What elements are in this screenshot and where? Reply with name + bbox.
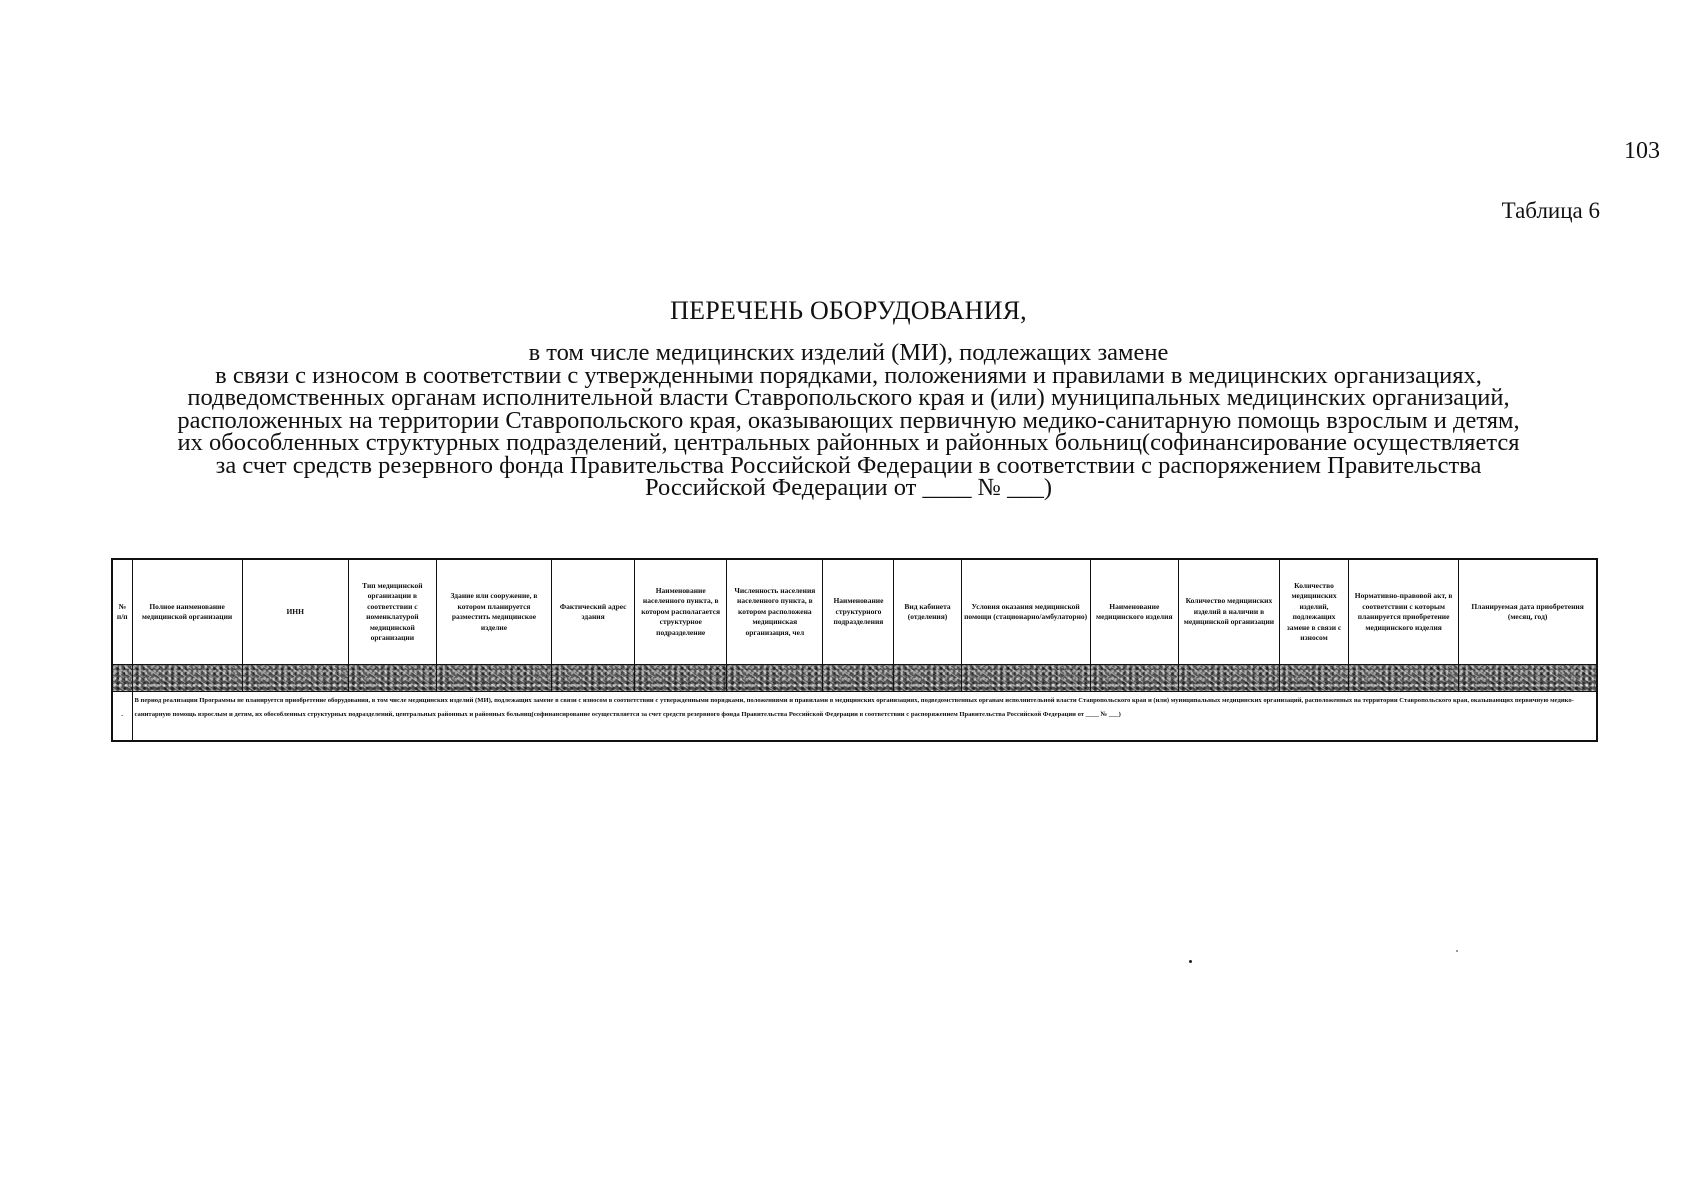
column-number-row bbox=[112, 665, 1597, 692]
column-header: Наименование медицинского изделия bbox=[1090, 559, 1178, 665]
scan-speck bbox=[1456, 950, 1458, 952]
scan-speck bbox=[1189, 960, 1192, 963]
table-header-row bbox=[112, 559, 1597, 665]
equipment-table bbox=[111, 558, 1598, 742]
table-row bbox=[112, 692, 1597, 742]
column-number-cell bbox=[727, 665, 823, 692]
column-number-cell bbox=[132, 665, 242, 692]
subtitle-line: подведомственных органам исполнительной власти Ставропольского края и (или) муниципальных медицинских организаций, bbox=[187, 384, 1510, 411]
column-number-cell bbox=[436, 665, 551, 692]
column-number-cell bbox=[552, 665, 635, 692]
column-header: Количество медицинских изделий в наличии в медицинской организации bbox=[1178, 559, 1279, 665]
column-number-cell bbox=[1279, 665, 1348, 692]
column-header: Условия оказания медицинской помощи (стационарно/амбулаторно) bbox=[961, 559, 1090, 665]
table-label: Таблица 6 bbox=[1501, 198, 1600, 223]
column-header: Нормативно-правовой акт, в соответствии с которым планируется приобретение медицинского изделия bbox=[1349, 559, 1459, 665]
note-text: В период реализации Программы не планируется приобретение оборудования, в том числе медицинских изделий (МИ), подлежащих замене в связи с износом в соответствии с утвержденными порядками, положениями и правилами в медицинских организациях, подведомственных органам исполнительной власти Ставропольского края и (или) муниципальных медицинских организаций, расположенных на территории Ставропольского края, оказывающих первичную медико-санитарную помощь взрослым и детям, их обособленных структурных подразделений, центральных районных и районных больниц(софинансирование осуществляется за счет средств резервного фонда Правительства Российской Федерации в соответствии с распоряжением Правительства Российской Федерации от ____ № ___) bbox=[132, 692, 1597, 742]
column-number-cell bbox=[1178, 665, 1279, 692]
column-number-cell bbox=[1090, 665, 1178, 692]
column-header: № п/п bbox=[112, 559, 132, 665]
column-number-cell bbox=[112, 665, 132, 692]
column-header: Фактический адрес здания bbox=[552, 559, 635, 665]
column-header: Здание или сооружение, в котором планируется разместить медицинское изделие bbox=[436, 559, 551, 665]
column-header: Полное наименование медицинской организации bbox=[132, 559, 242, 665]
subtitle-line: за счет средств резервного фонда Правительства Российской Федерации в соответствии с распоряжением Правительства bbox=[215, 451, 1482, 479]
column-number-cell bbox=[823, 665, 894, 692]
column-header: Тип медицинской организации в соответствии с номенклатурой медицинской организации bbox=[348, 559, 436, 665]
column-header: ИНН bbox=[242, 559, 348, 665]
subtitle-line: их обособленных структурных подразделений, центральных районных и районных больниц(софинансирование осуществляется bbox=[177, 429, 1520, 456]
document-subtitle bbox=[85, 339, 1612, 501]
column-header: Наименование населенного пункта, в котором располагается структурное подразделение bbox=[635, 559, 727, 665]
column-number-cell bbox=[1459, 665, 1597, 692]
column-header: Вид кабинета (отделения) bbox=[894, 559, 961, 665]
column-header: Планируемая дата приобретения (месяц, год) bbox=[1459, 559, 1597, 665]
subtitle-line: Российской Федерации от ____ № ___) bbox=[645, 474, 1052, 501]
column-number-cell bbox=[1349, 665, 1459, 692]
subtitle-line: в том числе медицинских изделий (МИ), подлежащих замене bbox=[528, 339, 1169, 366]
column-number-cell bbox=[894, 665, 961, 692]
column-number-cell bbox=[635, 665, 727, 692]
column-header: Наименование структурного подразделения bbox=[823, 559, 894, 665]
row-index: - bbox=[112, 692, 132, 742]
subtitle-line: расположенных на территории Ставропольского края, оказывающих первичную медико-санитарную помощь взрослым и детям, bbox=[177, 406, 1520, 434]
document-title: ПЕРЕЧЕНЬ ОБОРУДОВАНИЯ, bbox=[670, 296, 1027, 325]
column-number-cell bbox=[242, 665, 348, 692]
column-number-cell bbox=[961, 665, 1090, 692]
column-header: Численность населения населенного пункта, в котором расположена медицинская организация, чел bbox=[727, 559, 823, 665]
page-number: 103 bbox=[1624, 138, 1660, 164]
column-number-cell bbox=[348, 665, 436, 692]
subtitle-line: в связи с износом в соответствии с утвержденными порядками, положениями и правилами в медицинских организациях, bbox=[215, 361, 1482, 389]
column-header: Количество медицинских изделий, подлежащих замене в связи с износом bbox=[1279, 559, 1348, 665]
